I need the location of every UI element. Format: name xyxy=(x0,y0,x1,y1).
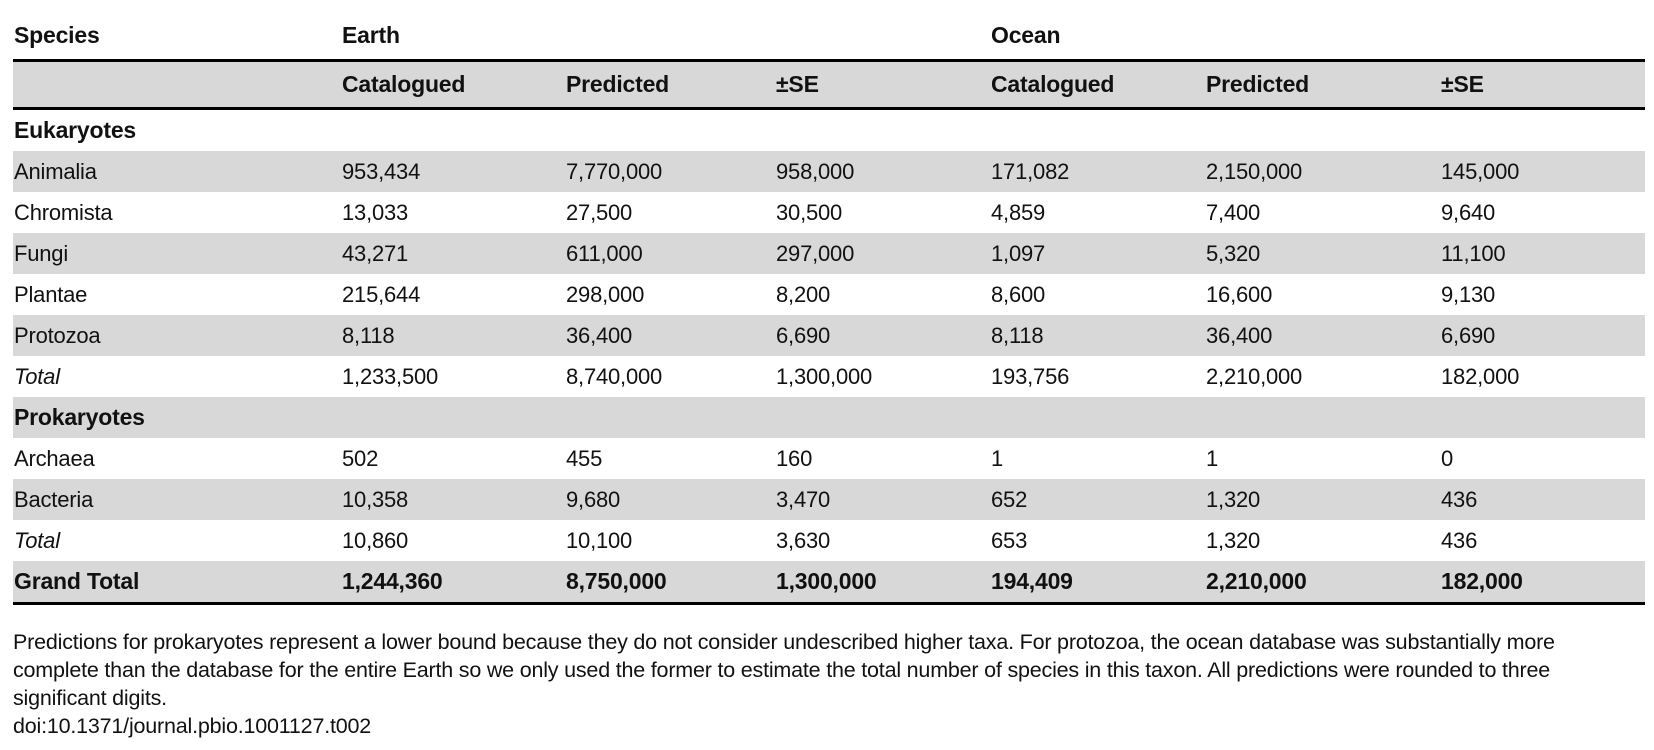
cell-value xyxy=(990,397,1205,438)
cell-value: 193,756 xyxy=(991,363,1070,389)
empty-header-cell xyxy=(13,61,341,109)
ocean-group-header: Ocean xyxy=(990,0,1645,61)
cell-value: 13,033 xyxy=(342,199,409,225)
cell-value: 36,400 xyxy=(566,322,633,348)
cell-value: 4,859 xyxy=(991,199,1046,225)
cell-value: 8,750,000 xyxy=(565,561,775,604)
ocean-catalogued-header: Catalogued xyxy=(990,61,1205,109)
cell-value: 171,082 xyxy=(991,158,1070,184)
cell-value: 9,640 xyxy=(1441,199,1496,225)
cell-value: 2,150,000 xyxy=(1206,158,1303,184)
earth-se-header: ±SE xyxy=(775,61,990,109)
cell-value: 7,770,000 xyxy=(566,158,663,184)
row-label: Fungi xyxy=(14,240,69,266)
cell-value xyxy=(341,109,565,152)
cell-value: 3,630 xyxy=(776,527,831,553)
cell-value: 436 xyxy=(1441,527,1478,553)
cell-value: 30,500 xyxy=(776,199,843,225)
cell-value: 6,690 xyxy=(776,322,831,348)
cell-value: 1,300,000 xyxy=(776,363,873,389)
earth-predicted-header: Predicted xyxy=(565,61,775,109)
cell-value: 16,600 xyxy=(1206,281,1273,307)
cell-value: 653 xyxy=(991,527,1028,553)
ocean-predicted-header: Predicted xyxy=(1205,61,1440,109)
table-row xyxy=(13,397,1645,438)
cell-value: 8,200 xyxy=(776,281,831,307)
cell-value: 8,118 xyxy=(991,322,1044,348)
row-label: Eukaryotes xyxy=(14,117,137,143)
table-row xyxy=(13,356,1645,397)
earth-group-header: Earth xyxy=(341,0,990,61)
doi-line: doi:10.1371/journal.pbio.1001127.t002 xyxy=(13,714,372,738)
cell-value xyxy=(1440,397,1645,438)
cell-value: 652 xyxy=(991,486,1028,512)
cell-value: 1 xyxy=(991,445,1004,471)
cell-value: 953,434 xyxy=(342,158,421,184)
cell-value xyxy=(775,397,990,438)
cell-value: 8,740,000 xyxy=(566,363,663,389)
row-label: Animalia xyxy=(14,158,97,184)
table-row xyxy=(13,192,1645,233)
cell-value xyxy=(990,109,1205,152)
cell-value: 2,210,000 xyxy=(1206,363,1303,389)
cell-value: 8,118 xyxy=(342,322,395,348)
cell-value xyxy=(1205,109,1440,152)
table-row xyxy=(13,479,1645,520)
cell-value: 3,470 xyxy=(776,486,831,512)
table-body xyxy=(13,109,1645,604)
row-label: Plantae xyxy=(14,281,88,307)
cell-value xyxy=(341,397,565,438)
cell-value: 5,320 xyxy=(1206,240,1261,266)
cell-value: 298,000 xyxy=(566,281,645,307)
cell-value: 436 xyxy=(1441,486,1478,512)
table-header xyxy=(13,0,1645,109)
cell-value: 10,358 xyxy=(342,486,409,512)
row-label: Grand Total xyxy=(13,561,341,604)
group-header-row xyxy=(13,0,1645,61)
row-label: Total xyxy=(14,527,60,553)
table-row xyxy=(13,315,1645,356)
row-label: Total xyxy=(14,363,60,389)
cell-value: 1,320 xyxy=(1206,527,1261,553)
cell-value xyxy=(565,397,775,438)
row-label: Prokaryotes xyxy=(14,404,145,430)
sub-header-row xyxy=(13,61,1645,109)
cell-value: 215,644 xyxy=(342,281,421,307)
cell-value: 36,400 xyxy=(1206,322,1273,348)
cell-value: 297,000 xyxy=(776,240,855,266)
cell-value: 1,233,500 xyxy=(342,363,439,389)
table-row xyxy=(13,109,1645,152)
cell-value xyxy=(1440,109,1645,152)
cell-value: 1,300,000 xyxy=(775,561,990,604)
cell-value: 10,100 xyxy=(566,527,633,553)
cell-value: 194,409 xyxy=(990,561,1205,604)
table-row xyxy=(13,561,1645,604)
cell-value: 11,100 xyxy=(1441,240,1506,266)
row-label: Protozoa xyxy=(14,322,101,348)
cell-value: 1 xyxy=(1206,445,1219,471)
row-label: Chromista xyxy=(14,199,113,225)
table-row xyxy=(13,520,1645,561)
table-row xyxy=(13,151,1645,192)
cell-value: 7,400 xyxy=(1206,199,1261,225)
cell-value: 160 xyxy=(776,445,813,471)
cell-value: 611,000 xyxy=(566,240,643,266)
ocean-se-header: ±SE xyxy=(1440,61,1645,109)
cell-value: 9,130 xyxy=(1441,281,1496,307)
cell-value: 145,000 xyxy=(1441,158,1520,184)
row-label: Bacteria xyxy=(14,486,94,512)
cell-value: 1,097 xyxy=(991,240,1046,266)
cell-value: 6,690 xyxy=(1441,322,1496,348)
cell-value: 455 xyxy=(566,445,603,471)
cell-value: 8,600 xyxy=(991,281,1046,307)
cell-value xyxy=(775,109,990,152)
table-footnote: Predictions for prokaryotes represent a lower bound because they do not consider undescribed higher taxa. For protozoa, the ocean database was substantially more complete than the database for the entire Earth so we only used the former to estimate the total number of species in this taxon. All predictions were rounded to three significant digits. xyxy=(13,630,1555,710)
cell-value: 958,000 xyxy=(776,158,855,184)
cell-value: 182,000 xyxy=(1440,561,1645,604)
cell-value: 502 xyxy=(342,445,379,471)
table-row xyxy=(13,274,1645,315)
cell-value: 27,500 xyxy=(566,199,633,225)
table-row xyxy=(13,233,1645,274)
table-row xyxy=(13,438,1645,479)
cell-value: 2,210,000 xyxy=(1205,561,1440,604)
cell-value: 182,000 xyxy=(1441,363,1520,389)
row-label: Archaea xyxy=(14,445,95,471)
cell-value: 1,320 xyxy=(1206,486,1261,512)
cell-value: 1,244,360 xyxy=(341,561,565,604)
species-column-header: Species xyxy=(13,0,341,61)
cell-value: 9,680 xyxy=(566,486,621,512)
cell-value: 0 xyxy=(1441,445,1454,471)
earth-catalogued-header: Catalogued xyxy=(341,61,565,109)
cell-value: 10,860 xyxy=(342,527,409,553)
cell-value: 43,271 xyxy=(342,240,409,266)
cell-value xyxy=(1205,397,1440,438)
species-count-table xyxy=(13,0,1645,605)
cell-value xyxy=(565,109,775,152)
